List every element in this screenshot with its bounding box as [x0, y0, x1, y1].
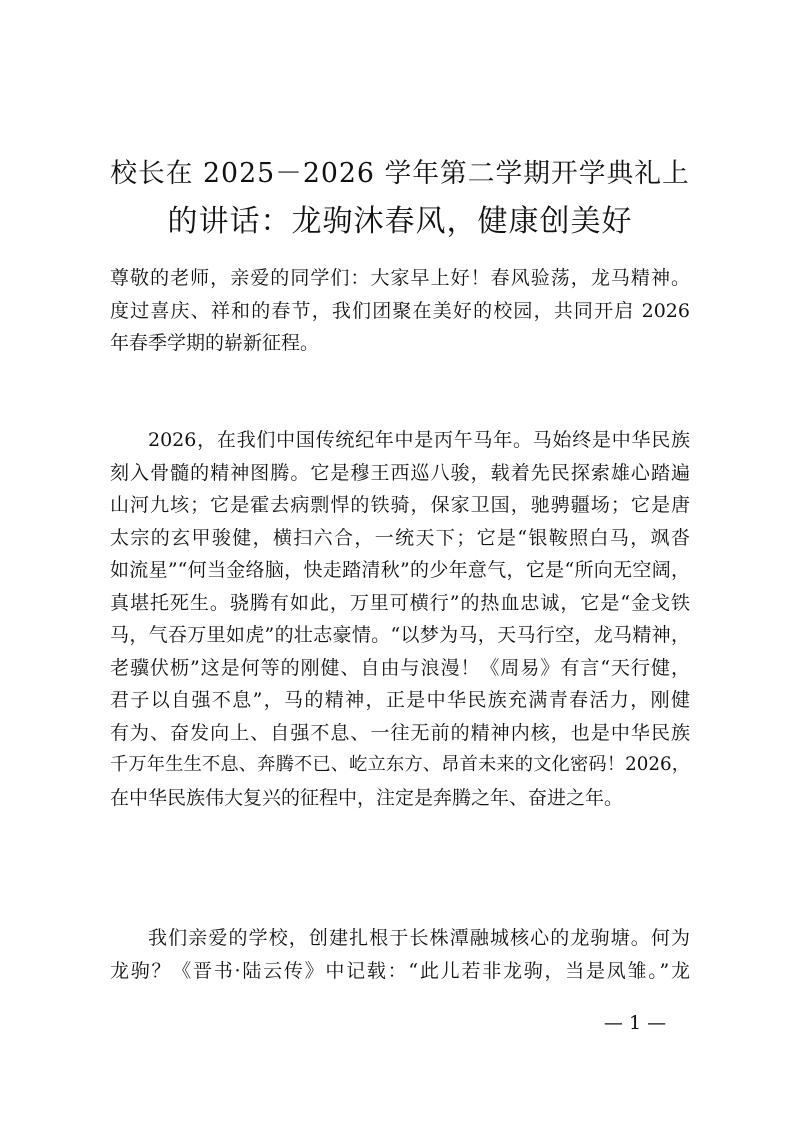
- paragraph-line: 马，气吞万里如虎”的壮志豪情。“以梦为马，天马行空，龙马精神，: [110, 624, 690, 646]
- page-number: — 1 —: [603, 1012, 667, 1034]
- paragraph-horse-spirit: [110, 424, 690, 814]
- paragraph-line: 君子以自强不息”，马的精神，正是中华民族充满青春活力，刚健: [110, 689, 690, 711]
- paragraph-line: 老骥伏枥”这是何等的刚健、自由与浪漫！《周易》有言“天行健，: [110, 656, 690, 679]
- paragraph-line: 在中华民族伟大复兴的征程中，注定是奔腾之年、奋进之年。: [110, 786, 624, 809]
- paragraph-line: 如流星”“何当金络脑，快走踏清秋”的少年意气，它是“所向无空阔，: [110, 559, 690, 581]
- paragraph-line: 太宗的玄甲骏健，横扫六合，一统天下；它是“银鞍照白马，飒沓: [110, 526, 690, 549]
- paragraph-line: 真堪托死生。骁腾有如此，万里可横行”的热血忠诚，它是“金戈铁: [110, 591, 690, 614]
- paragraph-line: 尊敬的老师，亲爱的同学们：大家早上好！春风验荡，龙马精神。: [110, 267, 690, 289]
- title-line: 的讲话：龙驹沐春风，健康创美好: [167, 204, 633, 239]
- paragraph-line: 我们亲爱的学校，创建扎根于长株潭融城核心的龙驹塘。何为: [148, 927, 690, 949]
- paragraph-greeting: [110, 262, 690, 360]
- paragraph-line: 有为、奋发向上、自强不息、一往无前的精神内核，也是中华民族: [110, 721, 690, 744]
- paragraph-line: 度过喜庆、祥和的春节，我们团聚在美好的校园，共同开启 2026: [110, 299, 690, 322]
- paragraph-line: 刻入骨髓的精神图腾。它是穆王西巡八骏，载着先民探索雄心踏遍: [110, 461, 690, 484]
- paragraph-line: 山河九垓；它是霍去病剽悍的铁骑，保家卫国，驰骋疆场；它是唐: [110, 494, 690, 516]
- document-title: [110, 150, 690, 246]
- paragraph-line: 龙驹？《晋书·陆云传》中记载：“此儿若非龙驹，当是凤雏。”龙: [110, 959, 690, 982]
- paragraph-line: 2026，在我们中国传统纪年中是丙午马年。马始终是中华民族: [148, 429, 690, 451]
- title-line: 校长在 2025－2026 学年第二学期开学典礼上: [110, 158, 690, 189]
- paragraph-line: 年春季学期的崭新征程。: [110, 332, 320, 354]
- paragraph-school: [110, 922, 690, 987]
- paragraph-line: 千万年生生不息、奔腾不已、屹立东方、昂首未来的文化密码！2026，: [110, 754, 690, 775]
